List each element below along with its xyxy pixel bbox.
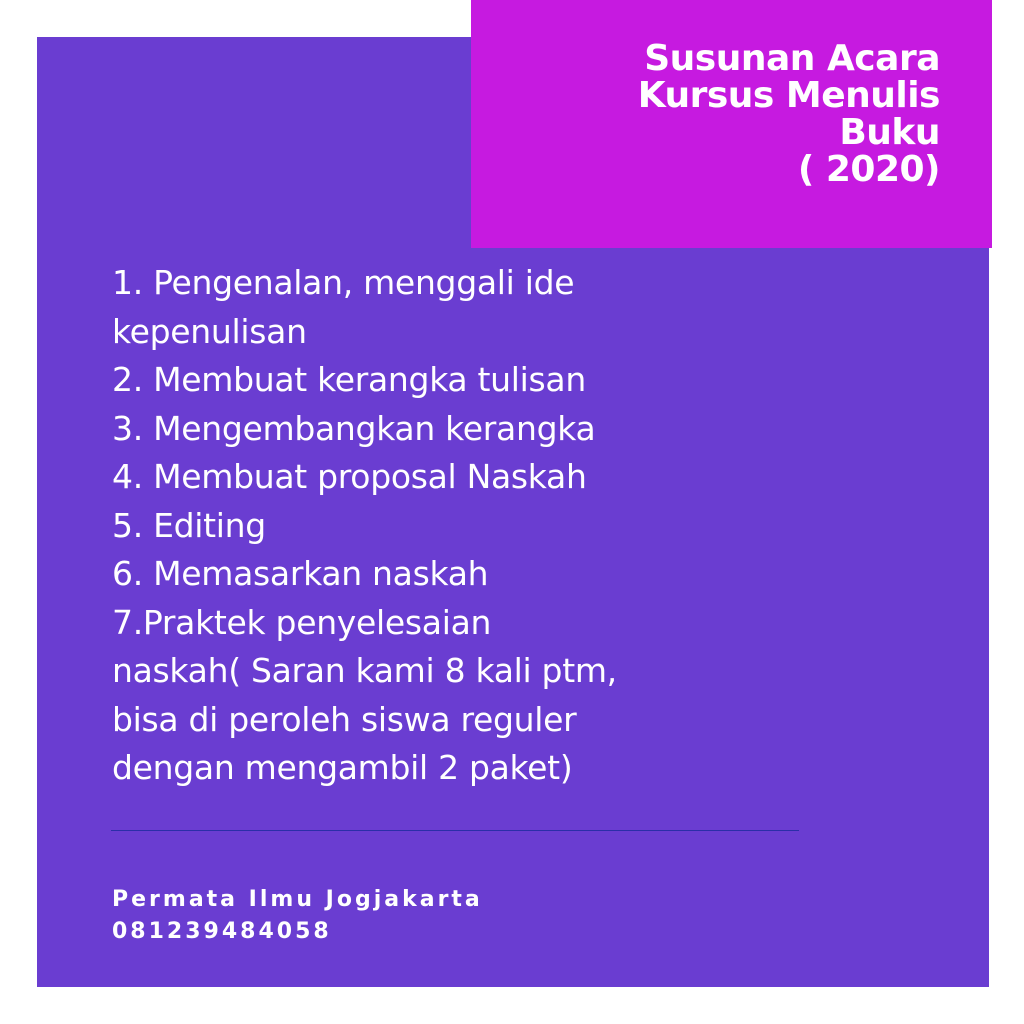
schedule-item: dengan mengambil 2 paket) <box>112 748 573 787</box>
schedule-item: 5. Editing <box>112 505 266 545</box>
title-line: Susunan Acara <box>644 38 940 79</box>
schedule-item: 2. Membuat kerangka tulisan <box>112 360 586 399</box>
schedule-list <box>112 259 752 793</box>
phone-number: 081239484058 <box>112 919 332 944</box>
organization-name: Permata Ilmu Jogjakarta <box>112 887 483 912</box>
schedule-item: 3. Mengembangkan kerangka <box>112 408 596 448</box>
title-box <box>471 0 992 248</box>
schedule-item: 4. Membuat proposal Naskah <box>112 457 587 496</box>
schedule-item: kepenulisan <box>112 311 307 351</box>
title-line: ( 2020) <box>797 149 940 190</box>
schedule-item: naskah( Saran kami 8 kali ptm, <box>112 651 617 690</box>
schedule-item: bisa di peroleh siswa reguler <box>112 699 577 739</box>
title-line: Kursus Menulis <box>637 75 940 116</box>
schedule-item: 7.Praktek penyelesaian <box>112 602 492 642</box>
schedule-item: 1. Pengenalan, menggali ide <box>112 263 575 302</box>
title-line: Buku <box>839 112 940 153</box>
divider-line <box>111 830 799 831</box>
footer <box>112 884 483 948</box>
schedule-item: 6. Memasarkan naskah <box>112 554 489 593</box>
